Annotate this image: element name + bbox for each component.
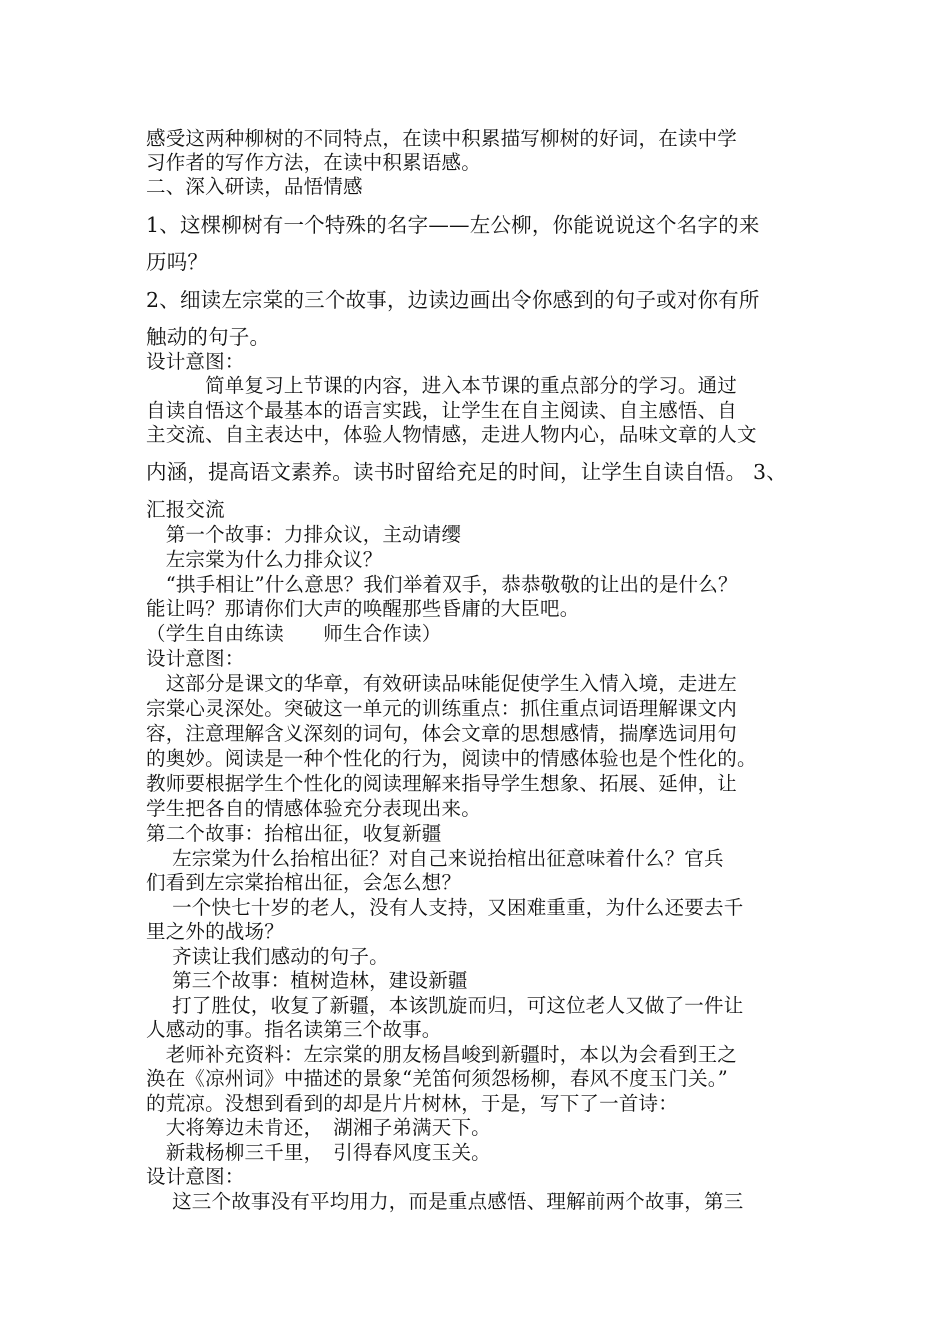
poem-line: 大将筹边未肯还， 湖湘子弟满天下。 bbox=[146, 1116, 491, 1139]
question-1: 1、这棵柳树有一个特殊的名字——左公柳，你能说说这个名字的来 bbox=[146, 213, 760, 237]
text-line: 容，注意理解含义深刻的词句，体会文章的思想感情，揣摩选词用句 bbox=[146, 722, 738, 745]
poem-line: 新栽杨柳三千里， 引得春风度玉关。 bbox=[146, 1141, 491, 1164]
text-line: 宗棠心灵深处。突破这一单元的训练重点：抓住重点词语理解课文内 bbox=[146, 697, 738, 720]
design-intent-label: 设计意图： bbox=[146, 350, 245, 373]
text-line: 人感动的事。指名读第三个故事。 bbox=[146, 1018, 442, 1041]
text-line: 内涵，提高语文素养。读书时留给充足的时间，让学生自读自悟。 3、 bbox=[146, 460, 787, 484]
text-line: 感受这两种柳树的不同特点，在读中积累描写柳树的好词，在读中学 bbox=[146, 127, 738, 150]
question-2: 2、细读左宗棠的三个故事，边读边画出令你感到的句子或对你有所 bbox=[146, 288, 760, 312]
text-line: 历吗？ bbox=[146, 250, 209, 274]
text-line: “拱手相让”什么意思？我们举着双手，恭恭敬敬的让出的是什么？ bbox=[146, 573, 738, 596]
text-line: 习作者的写作方法，在读中积累语感。 bbox=[146, 151, 481, 174]
text-line: 主交流、自主表达中，体验人物情感，走进人物内心，品味文章的人文 bbox=[146, 423, 757, 446]
text-line: 触动的句子。 bbox=[146, 325, 271, 349]
section-heading: 二、深入研读，品悟情感 bbox=[146, 175, 363, 198]
text-line: 汇报交流 bbox=[146, 498, 225, 521]
text-line: 们看到左宗棠抬棺出征，会怎么想？ bbox=[146, 871, 462, 894]
text-line: 这部分是课文的华章，有效研读品味能促使学生入情入境，走进左 bbox=[146, 672, 738, 695]
text-line: 里之外的战场？ bbox=[146, 920, 284, 943]
design-intent-label: 设计意图： bbox=[146, 1165, 245, 1188]
text-line: 老师补充资料：左宗棠的朋友杨昌峻到新疆时，本以为会看到王之 bbox=[146, 1043, 738, 1066]
story-3-heading: 第三个故事：植树造林，建设新疆 bbox=[146, 969, 468, 992]
text-line: 齐读让我们感动的句子。 bbox=[146, 945, 389, 968]
text-line: 教师要根据学生个性化的阅读理解来指导学生想象、拓展、延伸，让 bbox=[146, 772, 738, 795]
story-1-heading: 第一个故事：力排众议，主动请缨 bbox=[146, 523, 462, 546]
text-line: 的荒凉。没想到看到的却是片片树林，于是，写下了一首诗： bbox=[146, 1092, 678, 1115]
text-line: 左宗棠为什么抬棺出征？对自己来说抬棺出征意味着什么？官兵 bbox=[146, 847, 724, 870]
text-line: 涣在《凉州词》中描述的景象“羌笛何须怨杨柳，春风不度玉门关。” bbox=[146, 1067, 728, 1090]
text-line: 打了胜仗，收复了新疆，本该凯旋而归，可这位老人又做了一件让 bbox=[146, 994, 744, 1017]
text-line: 能让吗？那请你们大声的唤醒那些昏庸的大臣吧。 bbox=[146, 597, 580, 620]
story-2-heading: 第二个故事：抬棺出征，收复新疆 bbox=[146, 822, 442, 845]
text-line: 的奥妙。阅读是一种个性化的行为，阅读中的情感体验也是个性化的。 bbox=[146, 747, 757, 770]
text-line: 简单复习上节课的内容，进入本节课的重点部分的学习。通过 bbox=[146, 374, 738, 397]
text-line: 一个快七十岁的老人，没有人支持，又困难重重，为什么还要去千 bbox=[146, 896, 744, 919]
text-line: （学生自由练读 师生合作读） bbox=[146, 622, 442, 645]
text-line: 左宗棠为什么力排众议？ bbox=[146, 548, 383, 571]
design-intent-label: 设计意图： bbox=[146, 647, 245, 670]
text-line: 自读自悟这个最基本的语言实践，让学生在自主阅读、自主感悟、自 bbox=[146, 399, 738, 422]
text-line: 这三个故事没有平均用力，而是重点感悟、理解前两个故事，第三 bbox=[146, 1190, 744, 1213]
text-line: 学生把各自的情感体验充分表现出来。 bbox=[146, 797, 481, 820]
